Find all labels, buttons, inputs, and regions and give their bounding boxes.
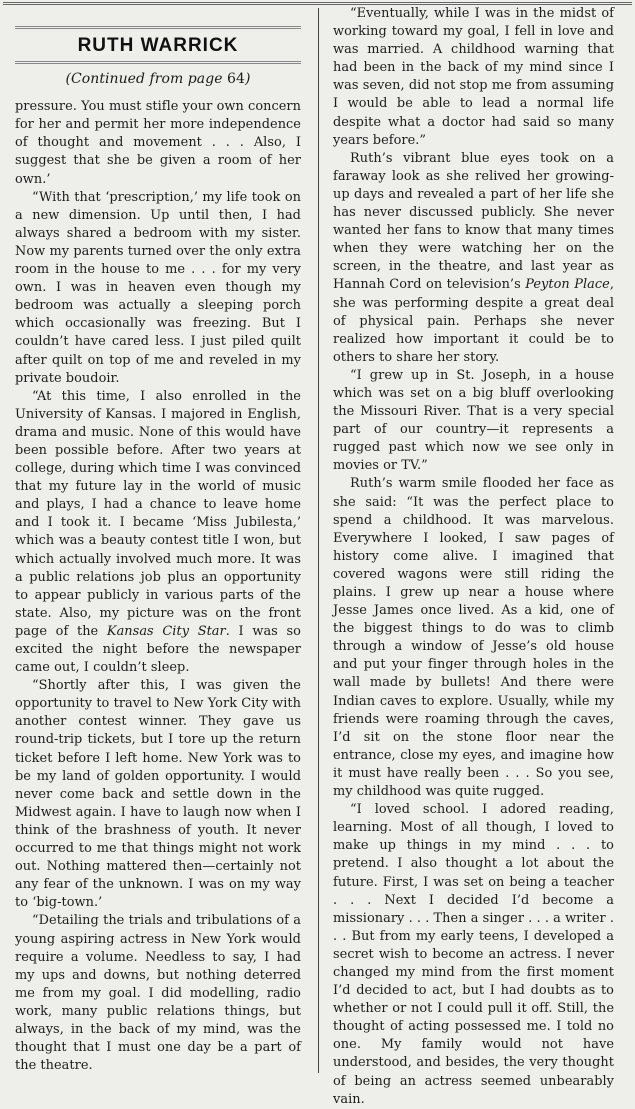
paragraph: “Eventually, while I was in the midst of working toward my goal, I fell in love and was married. A childhood warning that had been in the back of my mind since I was seven, did not stop me from assuming I would be able to lead a normal life despite what a doctor had said so many years before.” [333, 6, 614, 148]
paragraph-text: . I was so excited the night before the newspaper came out, I couldn’t sleep. [15, 623, 301, 676]
paragraph: Ruth’s warm smile flooded her face as she said: “It was the perfect place to spend a childhood. It was marvelous. Everywhere I looked, I saw pages of history come alive. I imagined that covered wagons were still riding the plains. I grew up near a house where Jesse James once lived. As a kid, one of the biggest things to do was to climb through a window of Jesse’s old house and put your finger through holes in the wall made by bullets! And there were Indian caves to explore. Usually, while my friends were roaming through the caves, I’d sit on the stone floor near the entrance, close my eyes, and imagine how it must have really been . . . So you see, my childhood was quite rugged. [333, 476, 614, 800]
paragraph: pressure. You must stifle your own concern for her and permit her more independence of thought and movement . . . Also, I suggest that she be given a room of her own.’ [15, 99, 301, 187]
paragraph: “Detailing the trials and tribulations of a young aspiring actress in New York would require a volume. Needless to say, I had my ups and downs, but nothing deterred me from my goal. I did modelling, radio work, many public relations things, but always, in the back of my mind, was the thought that I must one day be a part of the theatre. [15, 913, 301, 1074]
paragraph: “Shortly after this, I was given the opportunity to travel to New York City with another contest winner. They gave us round-trip tickets, but I tore up the return ticket before I left home. New York was to be my land of golden opportunity. I would never come back and settle down in the Midwest again. I have to laugh now when I think of the brashness of youth. It never occurred to me that things might not work out. Nothing mattered then—certainly not any fear of the unknown. I was on my way to ‘big-town.’ [15, 678, 301, 911]
continued-page-number: 64 [227, 71, 245, 88]
continued-suffix: ) [244, 71, 251, 88]
paragraph-text: Ruth’s vibrant blue eyes took on a faraway look as she relived her growing-up days and revealed a part of her life she has never discussed publicly. She never wanted her fans to know that many times when they were watching her on the screen, in the theatre, and last year as Hannah Cord on television’s [333, 150, 614, 293]
header-rule-top [15, 26, 301, 29]
right-column [333, 0, 615, 1107]
paragraph [333, 150, 614, 367]
header-rule-bottom [15, 61, 301, 64]
publication-title: Kansas City Star [106, 623, 226, 639]
column-divider [318, 8, 319, 1073]
paragraph-text: “At this time, I also enrolled in the University of Kansas. I majored in English, drama and music. None of this would have been possible before. After two years at college, during which time I was convinced that my future lay in the world of music and plays, I had a chance to leave home and I took it. I became ‘Miss Jubilesta,’ which was a beauty contest title I won, but which actually involved much more. It was a public relations job plus an opportunity to appear publicly in various parts of the state. Also, my picture was on the front page of the [15, 388, 301, 639]
article-title: RUTH WARRICK [77, 35, 239, 56]
left-column [15, 0, 301, 1080]
paragraph [15, 388, 301, 678]
paragraph: “I grew up in St. Joseph, in a house which was set on a big bluff overlooking the Missouri River. That is a very special part of our country—it represents a rugged past which now we see only in movies or TV.” [333, 367, 614, 474]
continued-note [15, 70, 301, 88]
show-title: Peyton Place [525, 277, 610, 293]
paragraph-text: , she was performing despite a great deal of physical pain. Perhaps she never realized how important it could be to others to share her story. [333, 277, 615, 365]
continued-prefix: (Continued from page [65, 71, 228, 88]
paragraph: “With that ‘prescription,’ my life took on a new dimension. Up until then, I had always shared a bedroom with my sister. Now my parents turned over the only extra room in the house to me . . . for my very own. I was in heaven even though my bedroom was actually a sleeping porch which occasionally was freezing. But I couldn’t have cared less. I just piled quilt after quilt on top of me and reveled in my private boudoir. [15, 189, 301, 386]
paragraph: “I loved school. I adored reading, learning. Most of all though, I loved to make up things in my mind . . . to pretend. I also thought a lot about the future. First, I was set on being a teacher . . . Next I decided I’d become a missionary . . . Then a singer . . . a writer . . . But from my early teens, I developed a secret wish to become an actress. I never changed my mind from the first moment I’d decided to act, but I had doubts as to whether or not I could pull it off. Still, the thought of acting possessed me. I told no one. My family would not have understood, and besides, the very thought of being an actress seemed unbearably vain. [333, 802, 614, 1107]
